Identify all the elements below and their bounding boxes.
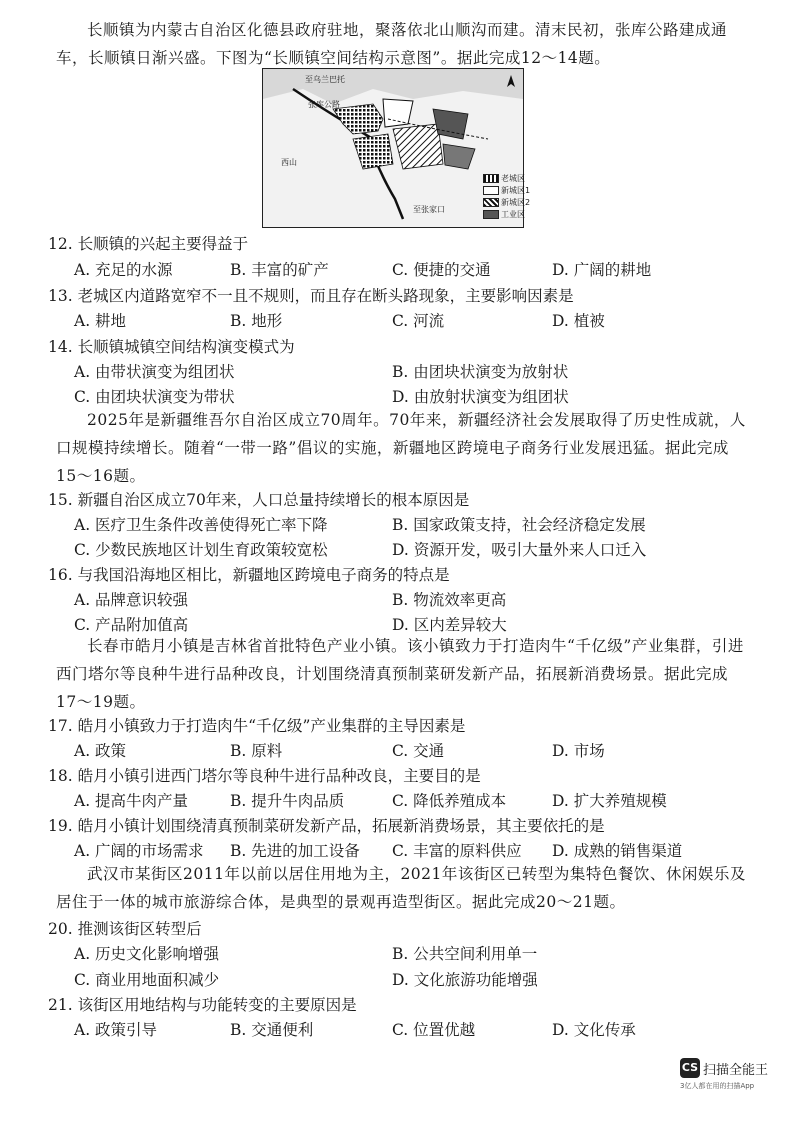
passage-haoyue: 长春市皓月小镇是吉林省首批特色产业小镇。该小镇致力于打造肉牛“千亿级”产业集群，引进西门塔尔等良种牛进行品种改良，计划围绕清真预制菜研发新产品，拓展新消费场景。据此完成17～19题。 bbox=[56, 637, 744, 711]
q21-option-d[interactable]: D. 文化传承 bbox=[552, 1021, 636, 1039]
q15-option-c[interactable]: C. 少数民族地区计划生育政策较宽松 bbox=[74, 541, 328, 559]
label-to-ulaanbaatar: 至乌兰巴托 bbox=[305, 75, 345, 84]
q19-option-a[interactable]: A. 广阔的市场需求 bbox=[74, 842, 204, 860]
legend-new-town-2: 新城区2 bbox=[483, 197, 530, 208]
new-town-2-area bbox=[393, 124, 443, 169]
q13-option-b[interactable]: B. 地形 bbox=[230, 312, 283, 330]
q20-option-c[interactable]: C. 商业用地面积减少 bbox=[74, 971, 220, 989]
q19-option-b[interactable]: B. 先进的加工设备 bbox=[230, 842, 360, 860]
q12-option-c[interactable]: C. 便捷的交通 bbox=[392, 261, 491, 279]
question-16: 16. 与我国沿海地区相比，新疆地区跨境电子商务的特点是 bbox=[48, 566, 450, 584]
question-12: 12. 长顺镇的兴起主要得益于 bbox=[48, 235, 249, 253]
q16-option-c[interactable]: C. 产品附加值高 bbox=[74, 616, 189, 634]
q20-option-d[interactable]: D. 文化旅游功能增强 bbox=[392, 971, 538, 989]
industrial-area-2 bbox=[443, 144, 475, 169]
scanner-app-logo bbox=[680, 1058, 769, 1090]
q20-option-a[interactable]: A. 历史文化影响增强 bbox=[74, 945, 220, 963]
q17-option-c[interactable]: C. 交通 bbox=[392, 742, 445, 760]
question-19: 19. 皓月小镇计划围绕清真预制菜研发新产品，拓展新消费场景，其主要依托的是 bbox=[48, 817, 605, 835]
q16-option-b[interactable]: B. 物流效率更高 bbox=[392, 591, 507, 609]
legend-new-town-1: 新城区1 bbox=[483, 185, 530, 196]
passage-wuhan: 武汉市某街区2011年以前以居住用地为主，2021年该街区已转型为集特色餐饮、休闲娱乐及居住于一体的城市旅游综合体，是典型的景观再造型街区。据此完成20～21题。 bbox=[56, 865, 746, 911]
cs-logo-icon: CS bbox=[680, 1058, 700, 1078]
q14-option-d[interactable]: D. 由放射状演变为组团状 bbox=[392, 388, 569, 406]
label-zhangku-road: 张库公路 bbox=[308, 100, 340, 109]
passage-xinjiang: 2025年是新疆维吾尔自治区成立70周年。70年来，新疆经济社会发展取得了历史性成就，人口规模持续增长。随着“一带一路”倡议的实施，新疆地区跨境电子商务行业发展迅猛。据此完成15～16题。 bbox=[56, 411, 746, 485]
q18-option-a[interactable]: A. 提高牛肉产量 bbox=[74, 792, 189, 810]
q19-option-d[interactable]: D. 成熟的销售渠道 bbox=[552, 842, 683, 860]
q20-option-b[interactable]: B. 公共空间利用单一 bbox=[392, 945, 538, 963]
q15-option-d[interactable]: D. 资源开发，吸引大量外来人口迁入 bbox=[392, 541, 647, 559]
q14-option-a[interactable]: A. 由带状演变为组团状 bbox=[74, 363, 235, 381]
q14-option-c[interactable]: C. 由团块状演变为带状 bbox=[74, 388, 235, 406]
question-15: 15. 新疆自治区成立70年来，人口总量持续增长的根本原因是 bbox=[48, 491, 470, 509]
question-21: 21. 该街区用地结构与功能转变的主要原因是 bbox=[48, 996, 357, 1014]
passage-changshun: 长顺镇为内蒙古自治区化德县政府驻地，聚落依北山顺沟而建。清末民初，张库公路建成通车，长顺镇日渐兴盛。下图为“长顺镇空间结构示意图”。据此完成12～14题。 bbox=[56, 21, 728, 67]
q13-option-c[interactable]: C. 河流 bbox=[392, 312, 445, 330]
old-town-area-south bbox=[353, 134, 393, 169]
q12-option-a[interactable]: A. 充足的水源 bbox=[74, 261, 173, 279]
label-west-mountain: 西山 bbox=[281, 158, 297, 167]
q14-option-b[interactable]: B. 由团块状演变为放射状 bbox=[392, 363, 569, 381]
question-17: 17. 皓月小镇致力于打造肉牛“千亿级”产业集群的主导因素是 bbox=[48, 717, 466, 735]
q15-option-a[interactable]: A. 医疗卫生条件改善使得死亡率下降 bbox=[74, 516, 328, 534]
q17-option-b[interactable]: B. 原料 bbox=[230, 742, 283, 760]
q18-option-d[interactable]: D. 扩大养殖规模 bbox=[552, 792, 667, 810]
q19-option-c[interactable]: C. 丰富的原料供应 bbox=[392, 842, 522, 860]
logo-name: 扫描全能王 bbox=[703, 1062, 769, 1078]
question-13: 13. 老城区内道路宽窄不一且不规则，而且存在断头路现象，主要影响因素是 bbox=[48, 287, 574, 305]
legend-industrial: 工业区 bbox=[483, 209, 525, 220]
q12-option-b[interactable]: B. 丰富的矿产 bbox=[230, 261, 329, 279]
q18-option-b[interactable]: B. 提升牛肉品质 bbox=[230, 792, 345, 810]
q16-option-a[interactable]: A. 品牌意识较强 bbox=[74, 591, 189, 609]
q18-option-c[interactable]: C. 降低养殖成本 bbox=[392, 792, 507, 810]
q13-option-a[interactable]: A. 耕地 bbox=[74, 312, 127, 330]
logo-tagline: 3亿人都在用的扫描App bbox=[680, 1082, 755, 1090]
q16-option-d[interactable]: D. 区内差异较大 bbox=[392, 616, 507, 634]
q13-option-d[interactable]: D. 植被 bbox=[552, 312, 605, 330]
old-town-area bbox=[333, 104, 383, 134]
q15-option-b[interactable]: B. 国家政策支持，社会经济稳定发展 bbox=[392, 516, 646, 534]
q17-option-a[interactable]: A. 政策 bbox=[74, 742, 127, 760]
question-14: 14. 长顺镇城镇空间结构演变模式为 bbox=[48, 338, 295, 356]
north-mountain bbox=[263, 69, 523, 104]
changshun-spatial-structure-map bbox=[262, 68, 531, 228]
q21-option-c[interactable]: C. 位置优越 bbox=[392, 1021, 476, 1039]
q21-option-a[interactable]: A. 政策引导 bbox=[74, 1021, 158, 1039]
new-town-1-area bbox=[383, 99, 413, 127]
question-18: 18. 皓月小镇引进西门塔尔等良种牛进行品种改良，主要目的是 bbox=[48, 767, 481, 785]
question-20: 20. 推测该街区转型后 bbox=[48, 920, 202, 938]
q17-option-d[interactable]: D. 市场 bbox=[552, 742, 605, 760]
q21-option-b[interactable]: B. 交通便利 bbox=[230, 1021, 314, 1039]
label-to-zhangjiakou: 至张家口 bbox=[413, 205, 445, 214]
legend-old-town: 老城区 bbox=[483, 173, 525, 184]
q12-option-d[interactable]: D. 广阔的耕地 bbox=[552, 261, 652, 279]
